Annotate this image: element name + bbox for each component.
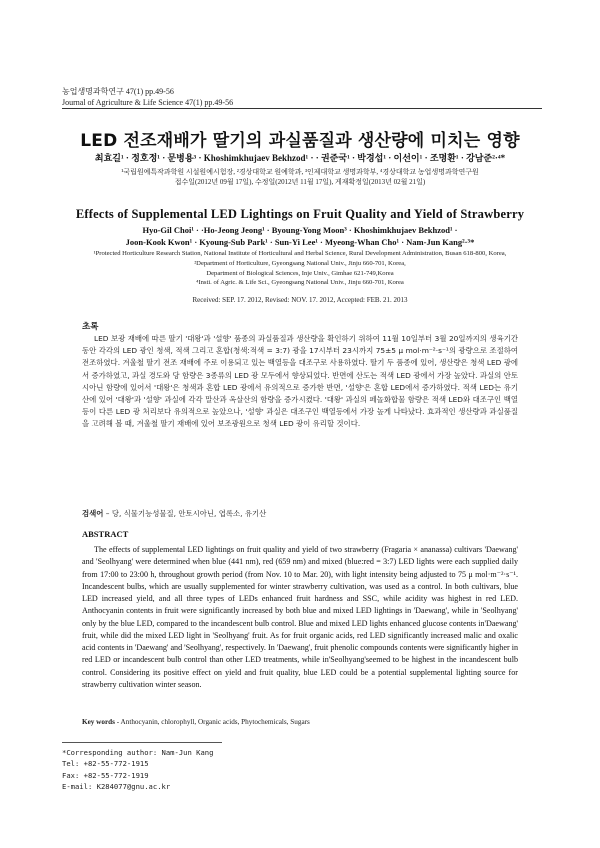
korean-abstract-heading: 초록 [82,322,99,332]
corresponding-author-footnote [62,747,213,793]
journal-line-korean: 농업생명과학연구 47(1) pp.49-56 [62,87,174,96]
affiliation-line: ¹Protected Horticulture Research Station, National Institute of Horticultural and Herbal Science, Rural Development Administration, Busan 618-800, Korea, [93,250,507,257]
english-authors-line: Hyo-Gil Choi¹ · ·Ho-Jeong Jeong¹ · Byoung-Yong Moon³ · Khoshimkhujaev Bekhzod¹ · [142,225,458,235]
telephone: Tel: +82-55-772-1915 [62,759,149,769]
korean-affiliation-line: ¹국립원예특작과학원 시설원예시험장, ²경상대학교 원예학과, ³인제대학교 생명과학부, ⁴경상대학교 농업생명과학연구원 [121,168,479,176]
english-affiliations [30,249,570,288]
email: E-mail: K284077@gnu.ac.kr [62,782,171,792]
english-abstract-heading: ABSTRACT [82,529,129,539]
korean-dates-line: 접수일(2012년 09월 17일), 수정일(2012년 11월 17일), 게재확정일(2013년 02월 21일) [174,178,426,186]
korean-affiliations [60,167,540,187]
english-authors [60,224,540,248]
affiliation-line: ²Department of Horticulture, Gyeongsang National Univ., Jinju 660-701, Korea, [194,259,406,267]
header-divider [62,108,542,109]
korean-authors: 최효길¹ · 정호정¹ · 문병용³ · Khoshimkhujaev Bekhzod¹ · · 권준국¹ · 박경섭¹ · 이선이¹ · 조명환¹ · 강남준²·⁴* [94,153,506,163]
korean-keywords [82,508,266,519]
korean-keywords-text: – 당, 식물기능성물질, 안토시아닌, 엽록소, 유기산 [105,509,267,518]
received-dates: Received: SEP. 17. 2012, Revised: NOV. 17. 2012, Accepted: FEB. 21. 2013 [192,296,408,304]
english-authors-line: Joon-Kook Kwon¹ · Kyoung-Sub Park¹ · Sun-Yi Lee¹ · Myeong-Whan Cho¹ · Nam-Jun Kang²·³* [125,237,475,247]
affiliation-line: ⁴Insti. of Agric. & Life Sci., Gyeongsang National Univ., Jinju 660-701, Korea [196,279,404,287]
corresponding-author: *Corresponding author: Nam-Jun Kang [62,748,214,757]
english-abstract-body: The effects of supplemental LED lightings on fruit quality and yield of two strawberry (Fragaria × ananassa) cultivars 'Daewang' and 'Seolhyang' were determined when blue (441 nm), red (659 nm) and mixed (blue:red = 3:7) LED lights were each supplied daily from 17:00 to 23:00 h, throughout growth period (from Nov. 10 to Mar. 20), with light intensity being adjusted to 75 μ mol·m⁻²·s⁻¹. Incandescent bulbs, which are usually supplemented for winter strawberry cultivation, was used as a control. In both cultivars, blue LED increased yield, and all three types of LEDs enhanced fruit hardness and SSC, while acidity was highest in red LED. Anthocyanin contents in fruit were significantly increased by both blue and mixed LED lightings in 'Daewang', while in 'Seolhyang' only by the blue LED, compared to the incandescent bulb control. Blue and mixed LED lights enhanced glucose contents in'Daewang' fruit, while did the mixed LED light in 'Seolhyang' fruit. As for fruit organic acids, red LED significantly increased malic and oxalic acid contents in 'Daewang' and 'Seolhyang', respectively. In 'Daewang', fruit phenolic compounds contents were significantly higher in red LED or incandescent bulb control than other LED treatments, while in'Seolhyang'seemed to be highest in the incandescent bulb control. Considering its positive effect on yield and fruit quality, blue LED could be a potential supplemental lighting source for strawberry cultivation winter season. [82,545,518,689]
korean-title: LED 전조재배가 딸기의 과실품질과 생산량에 미치는 영향 [80,131,520,151]
english-keywords-label: Key words [82,718,115,726]
korean-keywords-label: 검색어 [82,509,104,518]
english-keywords [82,718,310,726]
journal-header [62,86,233,108]
english-title: Effects of Supplemental LED Lightings on Fruit Quality and Yield of Strawberry [75,207,525,221]
fax: Fax: +82-55-772-1919 [62,770,149,780]
journal-line-english: Journal of Agriculture & Life Science 47(1) pp.49-56 [62,98,234,107]
korean-abstract-body: LED 보광 재배에 따른 딸기 '대왕'과 '설향' 품종의 과실품질과 생산량을 확인하기 위하여 11월 10일부터 3월 20일까지의 생육기간 동안 각각의 LED 광인 청색, 적색 그리고 혼합(청색:적색 = 3:7) 광을 17시부터 23시까지 75±5 μ mol·m⁻²·s⁻¹의 광량으로 조절하여 전조하였다. 겨울철 딸기 전조 재배에 주로 이용되고 있는 백열등을 대조구로 사용하였다. 딸기 두 품종에 있어, 생산량은 청색 LED 광에서 증가하였고, 과실 경도와 당 함량은 3종류의 LED 광 모두에서 향상되었다. 반면에 산도는 적색 LED 광에서 가장 높았다. 과실의 안토시아닌 함량에 있어서 '대왕'은 청색과 혼합 LED 광에서 유의적으로 증가한 반면, '설향'은 혼합 LED에서 증가하였다. 적색 LED는 유기산에 있어 '대왕'과 '설향' 과실에 각각 말산과 옥살산의 함량을 증가시켰다. '대왕' 과실의 페놀화합물 함량은 적색 LED와 대조구인 백열등이 다른 LED 광 처리보다 유의적으로 높았으나, '설향' 과실은 대조구인 백열등에서 가장 높게 나타났다. 효과적인 생산량과 과실품질을 고려해 볼 때, 겨울철 딸기 재배에 있어 보조광원으로 청색 LED 광이 유리할 것이다. [82,334,518,429]
affiliation-line: Department of Biological Sciences, Inje Univ., Gimhae 621-749,Korea [206,269,394,277]
english-keywords-text: - Anthocyanin, chlorophyll, Organic acids, Phytochemicals, Sugars [116,718,310,726]
footnote-divider [62,742,222,743]
